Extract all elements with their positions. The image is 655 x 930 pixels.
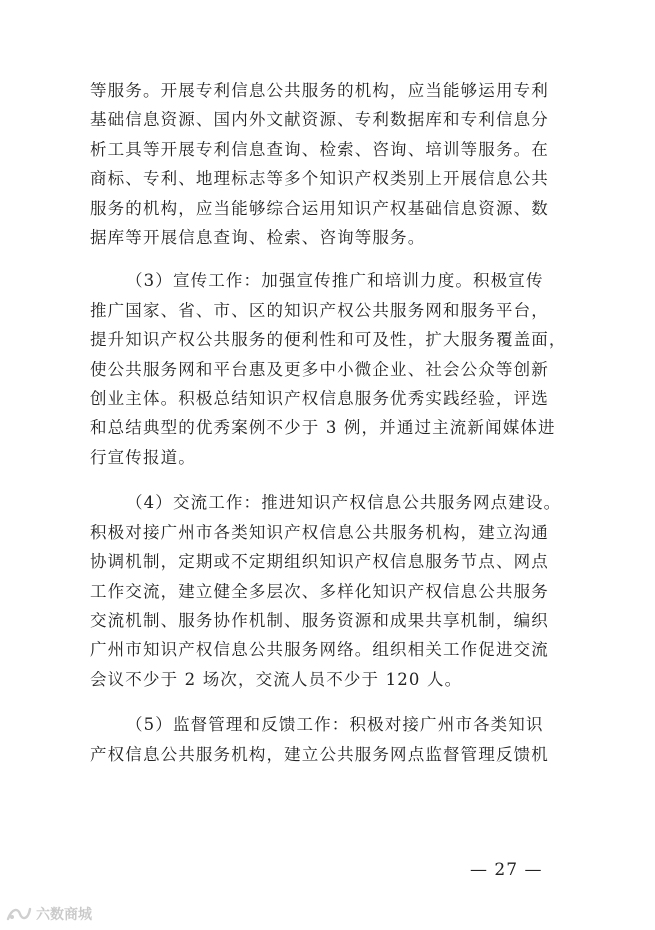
paragraph-publicity-work [90,266,568,472]
text-line: 推广国家、省、市、区的知识产权公共服务网和服务平台， [90,300,549,320]
text-line: 交流机制、服务协作机制、服务资源和成果共享机制，编织 [90,610,549,630]
text-line: （5）监督管理和反馈工作：积极对接广州市各类知识 [126,715,544,735]
watermark-text: 六数商城 [36,907,92,923]
text-line: 商标、专利、地理标志等多个知识产权类别上开展信息公共 [90,169,549,189]
text-line: 等服务。开展专利信息公共服务的机构，应当能够运用专利 [90,81,549,100]
text-line: （3）宣传工作：加强宣传推广和培训力度。积极宣传 [126,271,544,291]
text-line: 行宣传报道。 [90,447,196,467]
text-line: 据库等开展信息查询、检索、咨询等服务。 [90,228,426,248]
text-line: 会议不少于 2 场次，交流人员不少于 120 人。 [90,669,463,689]
document-body [90,76,568,785]
text-line: 使公共服务网和平台惠及更多中小微企业、社会公众等创新 [90,359,549,379]
text-line: 广州市知识产权信息公共服务网络。组织相关工作促进交流 [90,640,549,660]
text-line: 提升知识产权公共服务的便利性和可及性，扩大服务覆盖面， [90,330,567,350]
text-line: （4）交流工作：推进知识产权信息公共服务网点建设。 [126,493,562,513]
page-number: — 27 — [470,860,543,880]
paragraph-supervision-work [90,710,568,769]
text-line: 析工具等开展专利信息查询、检索、咨询、培训等服务。在 [90,139,549,159]
text-line: 工作交流，建立健全多层次、多样化知识产权信息公共服务 [90,581,549,601]
watermark [6,903,92,925]
text-line: 创业主体。积极总结知识产权信息服务优秀实践经验，评选 [90,389,549,409]
text-line: 基础信息资源、国内外文献资源、专利数据库和专利信息分 [90,110,549,130]
text-line: 协调机制，定期或不定期组织知识产权信息服务节点、网点 [90,552,549,572]
text-line: 产权信息公共服务机构，建立公共服务网点监督管理反馈机 [90,744,549,764]
brand-logo-icon [6,905,32,923]
text-line: 和总结典型的优秀案例不少于 3 例，并通过主流新闻媒体进 [90,418,556,438]
text-line: 积极对接广州市各类知识产权信息公共服务机构，建立沟通 [90,522,549,542]
text-line: 服务的机构，应当能够综合运用知识产权基础信息资源、数 [90,198,549,218]
paragraph-exchange-work [90,488,568,694]
paragraph-service-continuation [90,76,568,252]
